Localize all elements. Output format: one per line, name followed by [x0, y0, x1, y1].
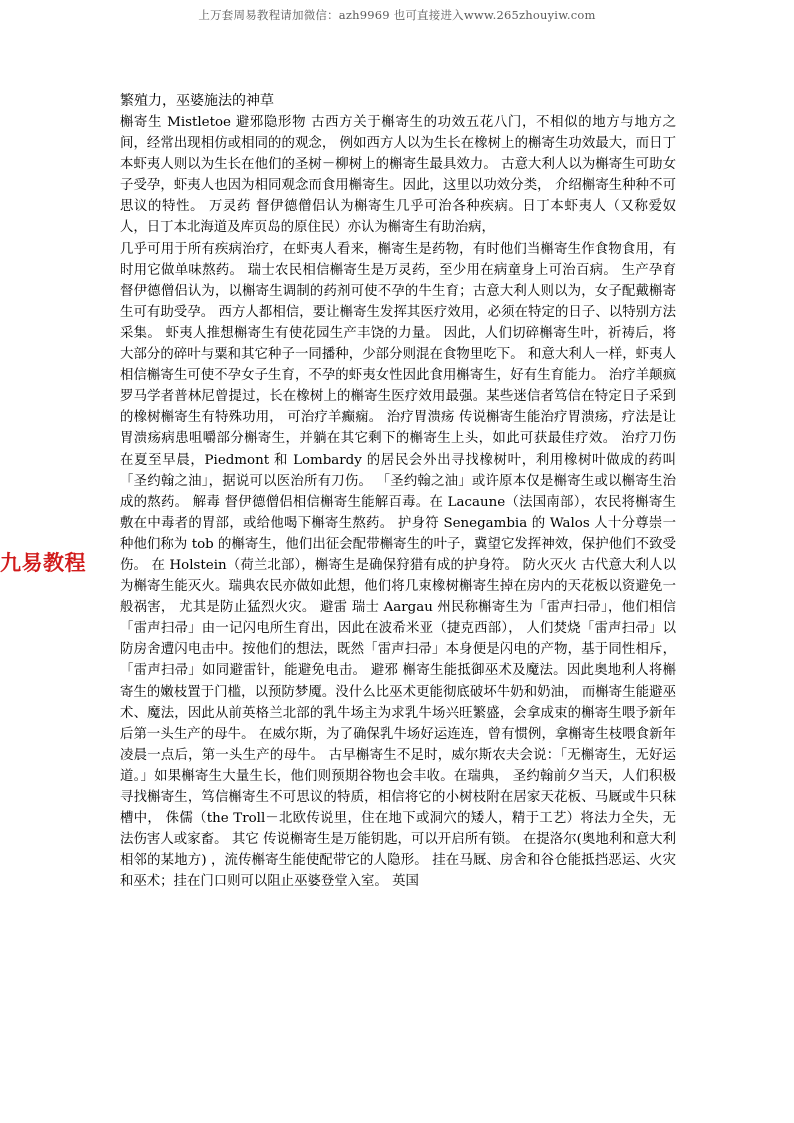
paragraph-1: 槲寄生 Mistletoe 避邪隐形物 古西方关于槲寄生的功效五花八门，不相似的地方与地方之间，经常出现相仿或相同的的观念， 例如西方人以为生长在橡树上的槲寄生功效最大，而日丁本虾夷人则以为生长在他们的圣树－柳树上的槲寄生最具效力。 古意大利人以为槲寄生可助女子受孕，虾夷人也因为相同观念而食用槲寄生。因此，这里以功效分类， 介绍槲寄生种种不可思议的特性。 万灵药 督伊德僧侣认为槲寄生几乎可治各种疾病。日丁本虾夷人（又称爱奴人，日丁本北海道及库页岛的原住民）亦认为槲寄生有助治病，	[120, 115, 676, 236]
document-body	[120, 91, 676, 892]
watermark-logo-text: 九易教程	[0, 551, 86, 575]
paragraph-2: 几乎可用于所有疾病治疗，在虾夷人看来，槲寄生是药物，有时他们当槲寄生作食物食用，有时用它做单味熬药。 瑞士农民相信槲寄生是万灵药，至少用在病童身上可治百病。 生产孕育 督伊德僧侣认为，以槲寄生调制的药剂可使不孕的牛生育；古意大利人则以为，女子配戴槲寄生可有助受孕。 西方人都相信，要让槲寄生发挥其医疗效用，必须在特定的日子、以特别方法采集。 虾夷人推想槲寄生有使花园生产丰饶的力量。 因此，人们切碎槲寄生叶，祈祷后，将大部分的碎叶与粟和其它种子一同播种，少部分则混在食物里吃下。 和意大利人一样，虾夷人相信槲寄生可使不孕女子生育，不孕的虾夷女性因此食用槲寄生，好有生育能力。 治疗羊颠疯 罗马学者普林尼曾提过，长在橡树上的槲寄生医疗效用最强。某些迷信者笃信在特定日子采到的橡树槲寄生有特殊功用， 可治疗羊癫痫。 治疗胃溃疡 传说槲寄生能治疗胃溃疡，疗法是让胃溃疡病患咀嚼部分槲寄生，并躺在其它剩下的槲寄生上头，如此可获最佳疗效。 治疗刀伤 在夏至早晨，Piedmont 和 Lombardy 的居民会外出寻找橡树叶，利用橡树叶做成的药叫「圣约翰之油」，据说可以医治所有刀伤。 「圣约翰之油」或许原本仅是槲寄生或以槲寄生治成的熬药。 解毒 督伊德僧侣相信槲寄生能解百毒。在 Lacaune（法国南部），农民将槲寄生敷在中毒者的胃部，或给他喝下槲寄生熬药。 护身符 Senegambia 的 Walos 人十分尊崇一种他们称为 tob 的槲寄生，他们出征会配带槲寄生的叶子，冀望它发挥神效，保护他们不致受伤。 在 Holstein（荷兰北部），槲寄生是确保狩猎有成的护身符。 防火灭火 古代意大利人以为槲寄生能灭火。瑞典农民亦做如此想，他们将几束橡树槲寄生掉在房内的天花板以资避免一般祸害， 尤其是防止猛烈火灾。 避雷 瑞士 Aargau 州民称槲寄生为「雷声扫帚」，他们相信「雷声扫帚」由一记闪电所生育出，因此在波希米亚（捷克西部）， 人们焚烧「雷声扫帚」以防房舍遭闪电击中。按他们的想法，既然「雷声扫帚」本身便是闪电的产物，基于同性相斥，「雷声扫帚」如同避雷针，能避免电击。 避邪 槲寄生能抵御巫术及魔法。因此奥地利人将槲寄生的嫩枝置于门槛，以预防梦魇。没什么比巫术更能彻底破坏牛奶和奶油， 而槲寄生能避巫术、魔法，因此从前英格兰北部的乳牛场主为求乳牛场兴旺繁盛，会拿成束的槲寄生喂予新年后第一头生产的母牛。 在威尔斯，为了确保乳牛场好运连连，曾有惯例，拿槲寄生枝喂食新年凌晨一点后，第一头生产的母牛。 古早槲寄生不足时，威尔斯农夫会说：「无槲寄生，无好运道。」如果槲寄生大量生长，他们则预期谷物也会丰收。在瑞典， 圣约翰前夕当天，人们积极寻找槲寄生，笃信槲寄生不可思议的特质，相信将它的小树枝附在居家天花板、马厩或牛只秣槽中， 侏儒（the Troll－北欧传说里，住在地下或洞穴的矮人，精于工艺）将法力全失，无法伤害人或家畜。 其它 传说槲寄生是万能钥匙，可以开启所有锁。 在提洛尔(奥地利和意大利相邻的某地方) ，流传槲寄生能使配带它的人隐形。 挂在马厩、房舍和谷仓能抵挡恶运、火灾和巫术；挂在门口则可以阻止巫婆登堂入室。 英国	[120, 241, 676, 890]
document-text	[120, 112, 676, 892]
page-header-banner: 上万套周易教程请加微信：azh9969 也可直接进入www.265zhouyiw.com	[198, 8, 596, 22]
document-title: 繁殖力，巫婆施法的神草	[120, 93, 274, 109]
